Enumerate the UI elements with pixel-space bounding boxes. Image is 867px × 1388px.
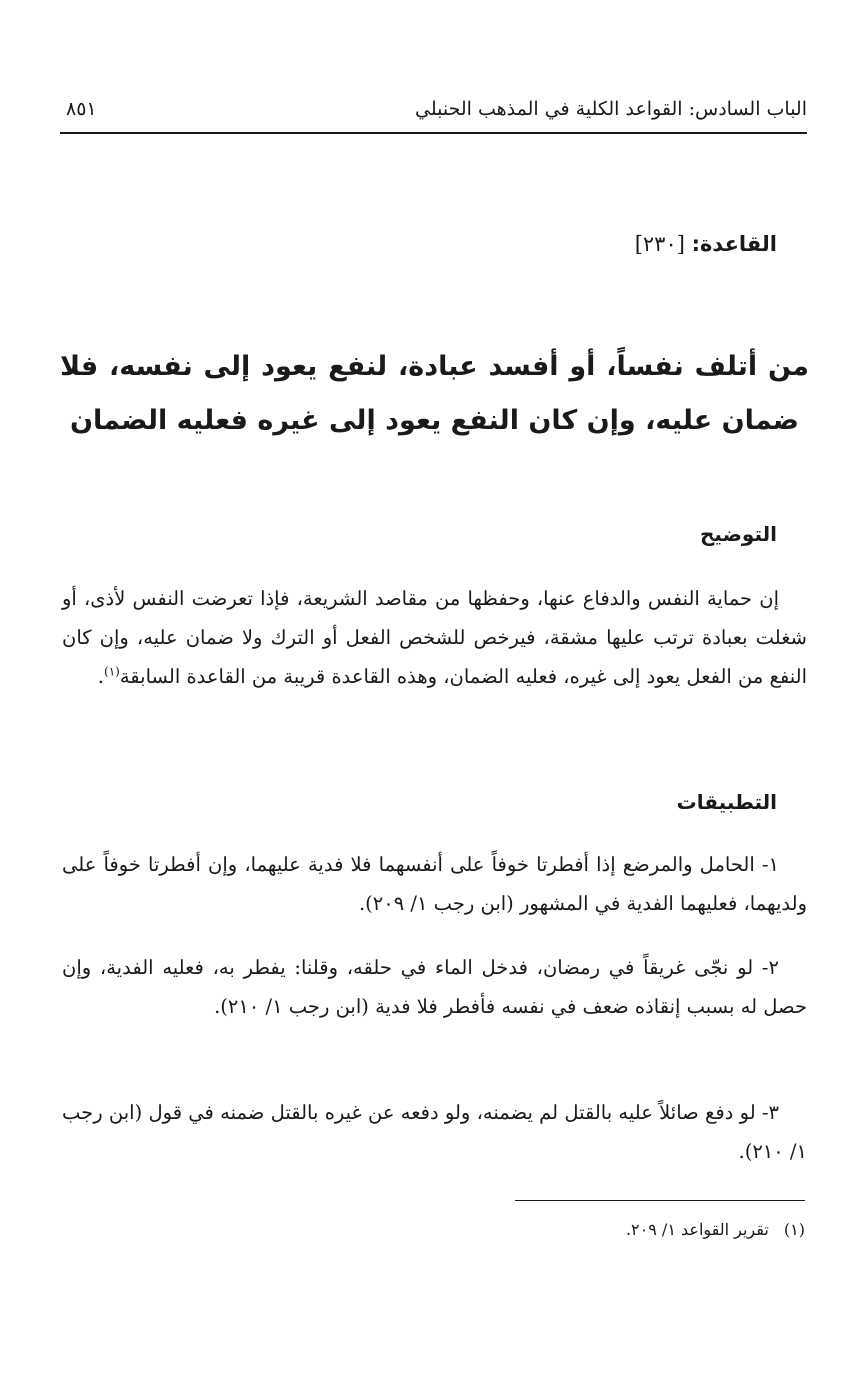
footnote-divider xyxy=(515,1200,805,1201)
rule-statement: من أتلف نفساً، أو أفسد عبادة، لنفع يعود إلى نفسه، فلا ضمان عليه، وإن كان النفع يعود إلى غيره فعليه الضمان xyxy=(60,351,809,436)
application-item-1: ١- الحامل والمرضع إذا أفطرتا خوفاً على أنفسهما فلا فدية عليهما، وإن أفطرتا خوفاً على ولديهما، فعليهما الفدية في المشهور (ابن رجب ١/ ٢٠٩). xyxy=(62,853,807,915)
application-item-2: ٢- لو نجّى غريقاً في رمضان، فدخل الماء في حلقه، وقلنا: يفطر به، فعليه الفدية، وإن حصل له بسبب إنقاذه ضعف في نفسه فأفطر فلا فدية (ابن رجب ١/ ٢١٠). xyxy=(62,956,807,1018)
footnote-1 xyxy=(626,1220,805,1239)
explanation-text: إن حماية النفس والدفاع عنها، وحفظها من مقاصد الشريعة، فإذا تعرضت النفس لأذى، أو شغلت بعبادة ترتب عليها مشقة، فيرخص للشخص الفعل أو الترك ولا ضمان عليه، وإن كان النفع من الفعل يعود إلى غيره، فعليه الضمان، وهذه القاعدة قريبة من القاعدة السابقة xyxy=(62,587,807,688)
application-item-3: ٣- لو دفع صائلاً عليه بالقتل لم يضمنه، ولو دفعه عن غيره بالقتل ضمنه في قول (ابن رجب ١/ ٢١٠). xyxy=(62,1101,807,1163)
running-title: الباب السادس: القواعد الكلية في المذهب الحنبلي xyxy=(415,98,807,120)
footnote-reference: (١) xyxy=(104,664,120,679)
explanation-end: . xyxy=(97,665,104,688)
running-header xyxy=(60,96,807,134)
rule-number: [٢٣٠] xyxy=(634,232,685,256)
rule-label xyxy=(635,232,777,256)
applications-heading: التطبيقات xyxy=(676,790,777,814)
explanation-heading: التوضيح xyxy=(700,522,777,546)
rule-label-keyword: القاعدة: xyxy=(691,232,777,256)
footnote-text: تقرير القواعد ١/ ٢٠٩. xyxy=(625,1220,769,1239)
footnote-number: (١) xyxy=(783,1220,805,1239)
page-number: ٨٥١ xyxy=(66,98,97,120)
explanation-paragraph xyxy=(62,579,807,696)
